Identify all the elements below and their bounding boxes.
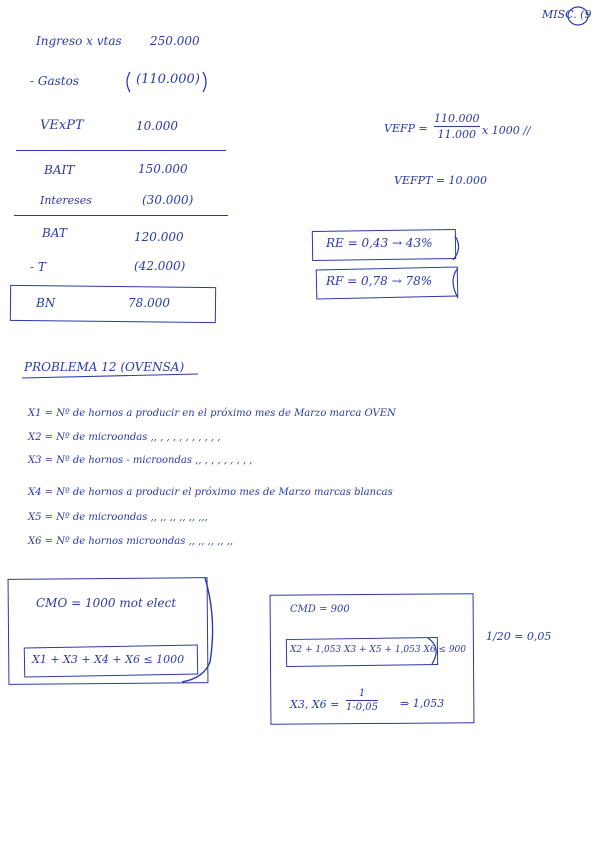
bat-value: 120.000 [134,230,184,244]
divider-1 [16,150,226,151]
problem-title: PROBLEMA 12 (OVENSA) [24,360,185,374]
var-x1: X1 = Nº de hornos a producir en el próximo mes de Marzo marca OVEN [28,408,396,419]
var-x2: X2 = Nº de microondas ,, , , , , , , , , , , [28,432,221,443]
vefp-times: x 1000 // [482,124,531,137]
intereses-value: (30.000) [142,193,194,207]
x3x6-result: ⇒ 1,053 [400,697,445,710]
bn-label: BN [36,296,56,310]
vexpt-label: VExPT [40,118,84,133]
vefp-fraction [434,112,480,141]
cmo-inequality: X1 + X3 + X4 + X6 ≤ 1000 [32,653,185,666]
cmd-inequality: X2 + 1,053 X3 + X5 + 1,053 X6 ≤ 900 [290,645,467,655]
ventas-value: 250.000 [150,34,200,48]
page-tag: MISC. (9 [542,8,592,21]
intereses-label: Intereses [40,194,92,207]
x3x6-fraction [346,688,378,713]
bait-value: 150.000 [138,162,188,176]
t-label: - T [30,260,46,274]
vefpt-line: VEFPT = 10.000 [394,174,488,187]
gastos-label: - Gastos [30,74,79,88]
cmo-label: CMO = 1000 mot elect [36,596,177,610]
rf-line: RF = 0,78 → 78% [326,274,433,288]
vefp-label: VEFP = [384,122,428,135]
ventas-label: Ingreso x vtas [36,34,122,48]
vexpt-value: 10.000 [136,119,178,133]
x3x6-numerator: 1 [358,688,366,699]
vefp-numerator: 110.000 [434,112,480,125]
x3x6-label: X3, X6 = [290,698,340,711]
bait-label: BAIT [44,163,75,177]
var-x3: X3 = Nº de hornos - microondas ,, , , , , , , , , [28,455,253,466]
vefp-denominator: 11.000 [437,128,476,141]
bn-value: 78.000 [128,296,170,310]
fraction-bar [346,700,378,701]
gastos-value: (110.000) [136,72,200,87]
cmd-label: CMD = 900 [290,604,350,615]
side-note: 1/20 = 0,05 [486,630,552,643]
x3x6-denominator: 1-0,05 [346,702,379,713]
var-x4: X4 = Nº de hornos a producir el próximo mes de Marzo marcas blancas [28,487,393,498]
var-x6: X6 = Nº de hornos microondas ,, ,, ,, ,, ,, [28,536,234,547]
var-x5: X5 = Nº de microondas ,, ,, ,, ,, ,, ,,, [28,512,208,523]
divider-2 [14,215,228,216]
bat-label: BAT [42,226,67,240]
fraction-bar [434,126,480,127]
re-line: RE = 0,43 → 43% [326,236,433,250]
t-value: (42.000) [134,259,186,273]
